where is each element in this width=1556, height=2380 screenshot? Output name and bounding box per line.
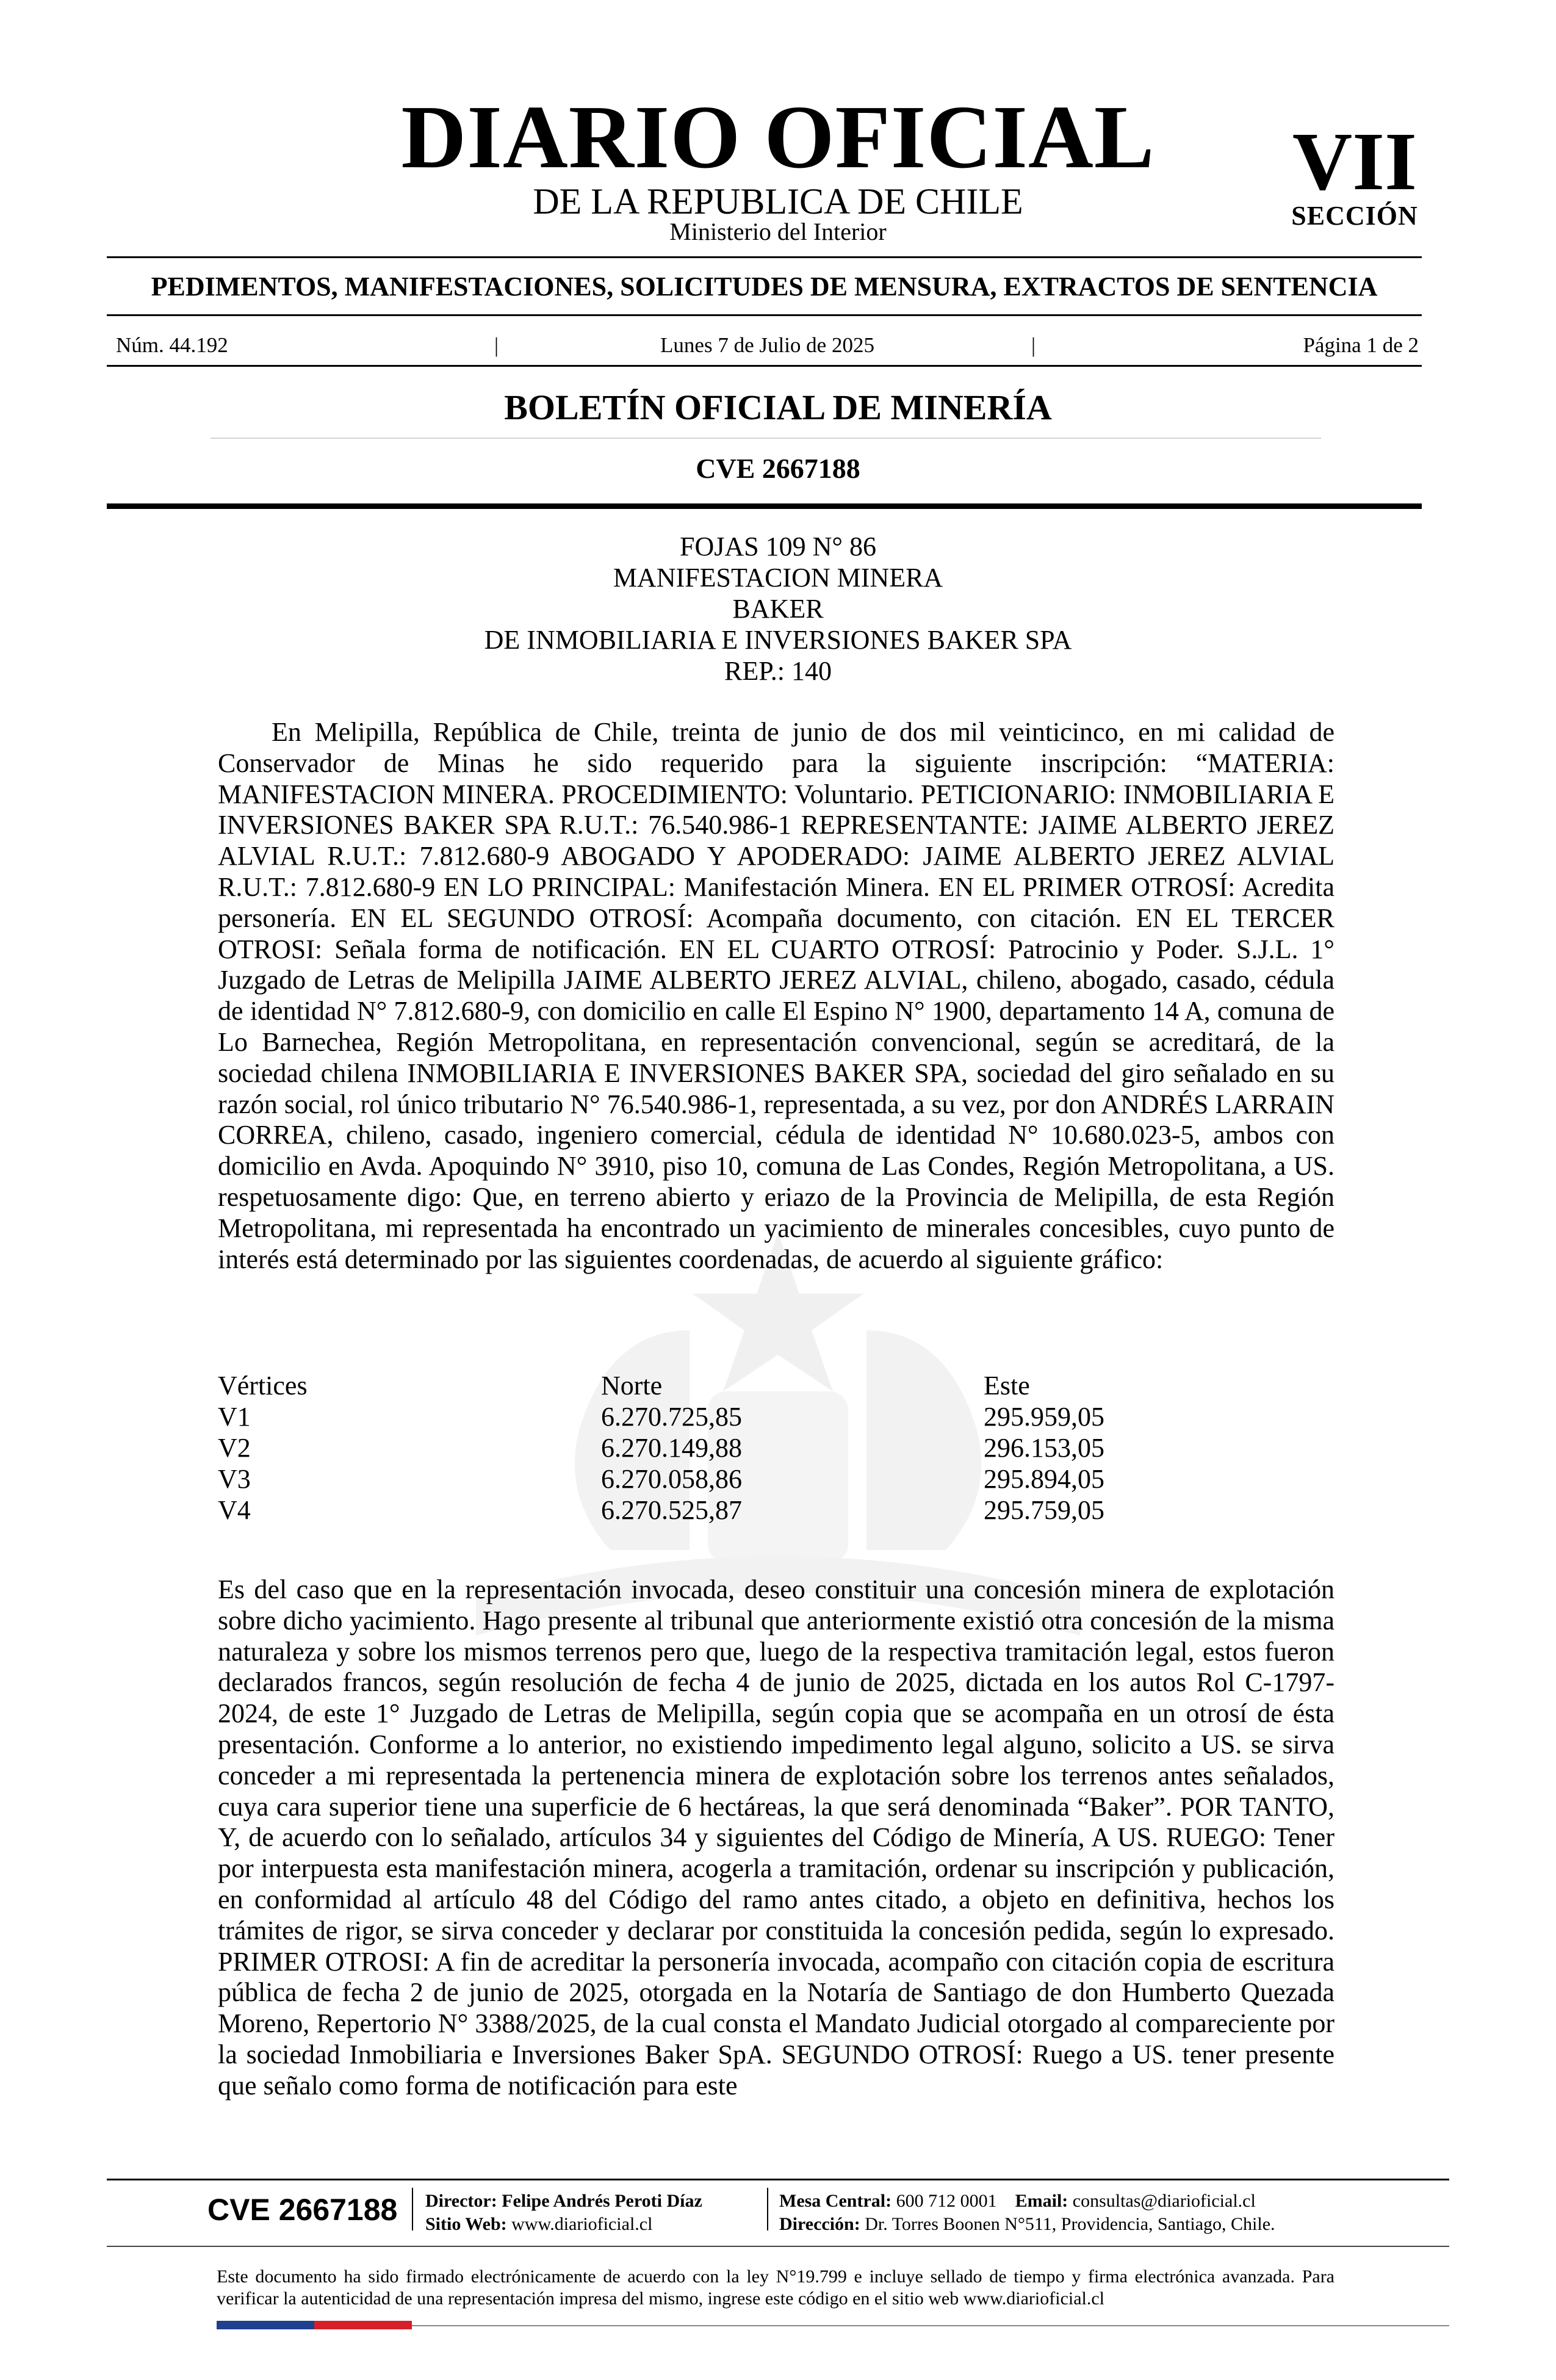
footer-rule bbox=[107, 2179, 1449, 2180]
mesa-label: Mesa Central: bbox=[779, 2191, 892, 2211]
cve-heading: CVE 2667188 bbox=[696, 453, 860, 484]
issue-meta bbox=[116, 330, 1419, 361]
seccion-number: VII bbox=[1292, 116, 1417, 207]
mesa-phone: 600 712 0001 bbox=[896, 2191, 997, 2211]
north-cell: 6.270.525,87 bbox=[601, 1495, 742, 1525]
table-header-row bbox=[218, 1370, 1334, 1401]
footer-rule bbox=[412, 2325, 1449, 2326]
north-cell: 6.270.725,85 bbox=[601, 1402, 742, 1432]
footer-divider bbox=[412, 2188, 413, 2230]
flag-stripe-blue bbox=[217, 2321, 314, 2329]
email-label: Email: bbox=[1015, 2191, 1068, 2211]
site-link[interactable]: www.diarioficial.cl bbox=[511, 2214, 653, 2234]
footer-cve: CVE 2667188 bbox=[207, 2193, 398, 2227]
director-label: Director: bbox=[425, 2191, 497, 2211]
inscription-header bbox=[0, 531, 1556, 687]
east-cell: 295.959,05 bbox=[984, 1402, 1104, 1432]
footer-divider bbox=[767, 2188, 768, 2230]
vertex-cell: V3 bbox=[218, 1464, 251, 1494]
meta-separator: | bbox=[1031, 333, 1036, 357]
address-label: Dirección: bbox=[779, 2214, 860, 2234]
table-row bbox=[218, 1401, 1334, 1432]
thin-divider bbox=[211, 438, 1321, 439]
doc-title: DIARIO OFICIAL bbox=[401, 87, 1155, 187]
east-cell: 296.153,05 bbox=[984, 1433, 1104, 1463]
vertex-cell: V4 bbox=[218, 1495, 251, 1525]
owner-line: DE INMOBILIARIA E INVERSIONES BAKER SPA bbox=[484, 625, 1072, 655]
ministry-label: Ministerio del Interior bbox=[669, 218, 887, 245]
rule-thick bbox=[107, 503, 1422, 509]
column-header: Vértices bbox=[218, 1371, 308, 1401]
doc-subtitle: DE LA REPUBLICA DE CHILE bbox=[533, 181, 1023, 222]
footer-contact-block bbox=[779, 2190, 1275, 2236]
page-indicator: Página 1 de 2 bbox=[1303, 333, 1419, 357]
east-cell: 295.894,05 bbox=[984, 1464, 1104, 1494]
column-header: Norte bbox=[601, 1371, 663, 1401]
director-name: Felipe Andrés Peroti Díaz bbox=[502, 2191, 702, 2211]
east-cell: 295.759,05 bbox=[984, 1495, 1104, 1525]
meta-separator: | bbox=[494, 333, 499, 357]
rep-line: REP.: 140 bbox=[724, 656, 832, 686]
seccion-label: SECCIÓN bbox=[1291, 201, 1418, 231]
rule-meta bbox=[107, 365, 1422, 367]
issue-number: Núm. 44.192 bbox=[116, 333, 228, 357]
north-cell: 6.270.149,88 bbox=[601, 1433, 742, 1463]
category-heading: PEDIMENTOS, MANIFESTACIONES, SOLICITUDES DE MENSURA, EXTRACTOS DE SENTENCIA bbox=[151, 272, 1378, 301]
rule-category bbox=[107, 314, 1422, 316]
seccion-badge bbox=[1284, 116, 1425, 231]
issue-date: Lunes 7 de Julio de 2025 bbox=[660, 333, 874, 357]
table-row bbox=[218, 1432, 1334, 1463]
boletin-heading: BOLETÍN OFICIAL DE MINERÍA bbox=[504, 388, 1052, 427]
site-label: Sitio Web: bbox=[425, 2214, 507, 2234]
body-paragraph: En Melipilla, República de Chile, treinta de junio de dos mil veinticinco, en mi calidad de Conservador de Minas he sido requerido para la siguiente inscripción: “MATERIA: MANIFESTACION MINERA. PROCEDIMIENTO: Voluntario. PETICIONARIO: INMOBILIARIA E INVERSIONES BAKER SPA R.U.T.: 76.540.986-1 REPRESENTANTE: JAIME ALBERTO JEREZ ALVIAL R.U.T.: 7.812.680-9 ABOGADO Y APODERADO: JAIME ALBERTO JEREZ ALVIAL R.U.T.: 7.812.680-9 EN LO PRINCIPAL: Manifestación Minera. EN EL PRIMER OTROSÍ: Acredita personería. EN EL SEGUNDO OTROSÍ: Acompaña documento, con citación. EN EL TERCER OTROSI: Señala forma de notificación. EN EL CUARTO OTROSÍ: Patrocinio y Poder. S.J.L. 1° Juzgado de Letras de Melipilla JAIME ALBERTO JEREZ ALVIAL, chileno, abogado, casado, cédula de identidad N° 7.812.680-9, con domicilio en calle El Espino N° 1900, departamento 14 A, comuna de Lo Barnechea, Región Metropolitana, en representación convencional, según se acreditará, de la sociedad chilena INMOBILIARIA E INVERSIONES BAKER SPA, sociedad del giro señalado en su razón social, rol único tributario N° 76.540.986-1, representada, a su vez, por don ANDRÉS LARRAIN CORREA, chileno, casado, ingeniero comercial, cédula de identidad N° 10.680.023-5, ambos con domicilio en Avda. Apoquindo N° 3910, piso 10, comuna de Las Condes, Región Metropolitana, a US. respetuosamente digo: Que, en terreno abierto y eriazo de la Provincia de Melipilla, de esta Región Metropolitana, mi representada ha encontrado un yacimiento de minerales concesibles, cuyo punto de interés está determinado por las siguientes coordenadas, de acuerdo al siguiente gráfico: bbox=[218, 717, 1334, 1274]
fojas-line: FOJAS 109 N° 86 bbox=[680, 532, 876, 561]
type-line: MANIFESTACION MINERA bbox=[613, 563, 943, 593]
column-header: Este bbox=[984, 1371, 1030, 1401]
email-link[interactable]: consultas@diarioficial.cl bbox=[1072, 2191, 1256, 2211]
vertex-cell: V1 bbox=[218, 1402, 251, 1432]
table-row bbox=[218, 1463, 1334, 1495]
body-paragraph: Es del caso que en la representación invocada, deseo constituir una concesión minera de explotación sobre dicho yacimiento. Hago presente al tribunal que anteriormente existió otra concesión de la misma naturaleza y sobre los mismos terrenos pero que, luego de la respectiva tramitación legal, estos fueron declarados francos, según resolución de fecha 4 de junio de 2025, dictada en los autos Rol C-1797-2024, de este 1° Juzgado de Letras de Melipilla, según copia que se acompaña en un otrosí de ésta presentación. Conforme a lo anterior, no existiendo impedimento legal alguno, solicito a US. se sirva conceder a mi representada la pertenencia minera de explotación sobre los terrenos antes señalados, cuya cara superior tiene una superficie de 6 hectáreas, la que será denominada “Baker”. POR TANTO, Y, de acuerdo con lo señalado, artículos 34 y siguientes del Código de Minería, A US. RUEGO: Tener por interpuesta esta manifestación minera, acogerla a tramitación, ordenar su inscripción y publicación, en conformidad al artículo 48 del Código del ramo antes citado, a objeto en definitiva, hechos los trámites de rigor, se sirva conceder y declarar por constituida la concesión pedida, según lo expresado. PRIMER OTROSI: A fin de acreditar la personería invocada, acompaño con citación copia de escritura pública de fecha 2 de junio de 2025, otorgada en la Notaría de Santiago de don Humberto Quezada Moreno, Repertorio N° 3388/2025, de la cual consta el Mandato Judicial otorgado al compareciente por la sociedad Inmobiliaria e Inversiones Baker SpA. SEGUNDO OTROSÍ: Ruego a US. tener presente que señalo como forma de notificación para este bbox=[218, 1574, 1334, 2101]
footer-rule bbox=[107, 2246, 1449, 2247]
footer-director-block bbox=[425, 2190, 702, 2236]
table-row bbox=[218, 1495, 1334, 1526]
flag-stripe-red bbox=[314, 2321, 412, 2329]
rule-top bbox=[107, 256, 1422, 258]
coordinates-table bbox=[218, 1370, 1334, 1526]
north-cell: 6.270.058,86 bbox=[601, 1464, 742, 1494]
name-line: BAKER bbox=[732, 594, 824, 624]
signature-notice: Este documento ha sido firmado electrónicamente de acuerdo con la ley N°19.799 e incluye sellado de tiempo y firma electrónica avanzada. Para verificar la autenticidad de una representación impresa del mismo, ingrese este código en el sitio web www.diarioficial.cl bbox=[217, 2266, 1334, 2309]
address-text: Dr. Torres Boonen N°511, Providencia, Santiago, Chile. bbox=[865, 2214, 1275, 2234]
vertex-cell: V2 bbox=[218, 1433, 251, 1463]
